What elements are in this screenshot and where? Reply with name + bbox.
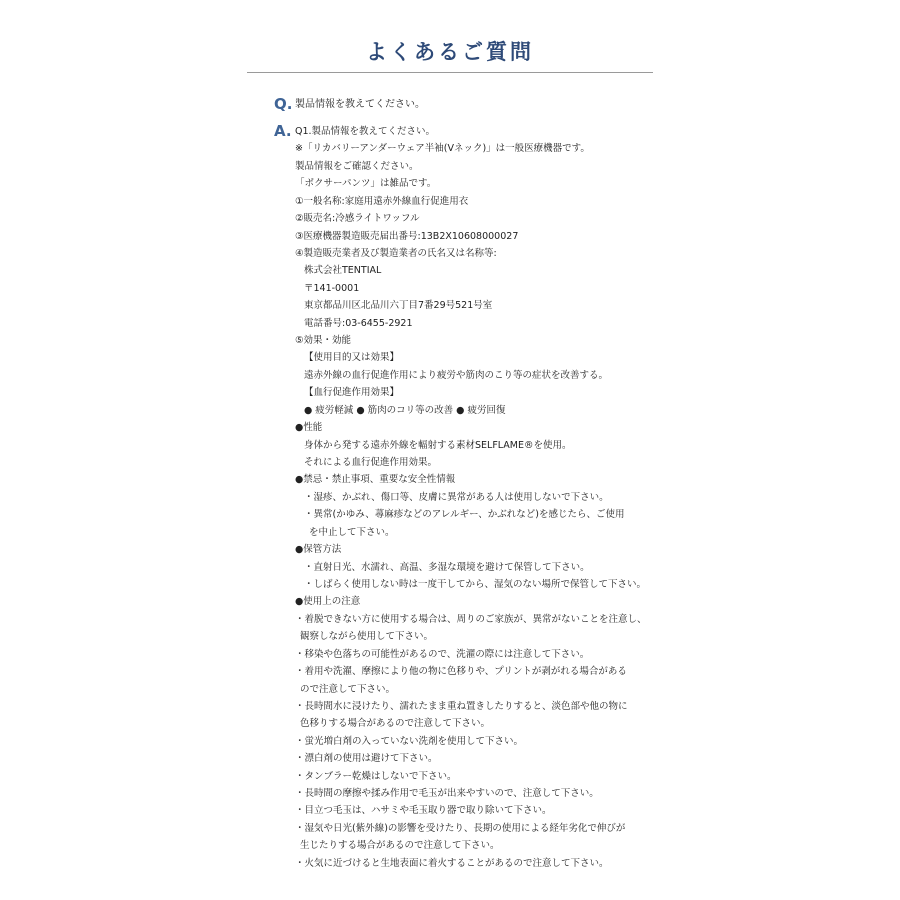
answer-line: それによる血行促進作用効果。: [304, 457, 438, 469]
answer-line: ※「リカバリーアンダーウェア半袖(Vネック)」は一般医療機器です。: [295, 143, 590, 155]
answer-body: [295, 123, 655, 872]
answer-line: ・漂白剤の使用は避けて下さい。: [295, 753, 438, 765]
answer-line: ●禁忌・禁止事項、重要な安全性情報: [295, 474, 456, 486]
answer-line: ③医療機器製造販売届出番号:13B2X10608000027: [295, 230, 519, 242]
answer-line: ①一般名称:家庭用遠赤外線血行促進用衣: [295, 195, 469, 207]
answer-line: 【血行促進作用効果】: [304, 387, 400, 399]
answer-line: ・着脱できない方に使用する場合は、周りのご家族が、異常がないことを注意し、: [295, 613, 647, 625]
answer-line: ・湿気や日光(紫外線)の影響を受けたり、長期の使用による経年劣化で伸びが: [295, 822, 626, 834]
answer-line: 身体から発する遠赤外線を輻射する素材SELFLAME®を使用。: [304, 439, 572, 451]
answer-line: 色移りする場合があるので注意して下さい。: [300, 718, 491, 730]
answer-line: 電話番号:03-6455-2921: [304, 317, 413, 329]
page-title: よくあるご質問: [366, 40, 534, 65]
answer-line: 観察しながら使用して下さい。: [300, 631, 434, 643]
answer-line: ので注意して下さい。: [300, 683, 396, 695]
question-marker: Q.: [274, 95, 293, 113]
answer-line: ・蛍光増白剤の入っていない洗剤を使用して下さい。: [295, 735, 524, 747]
answer-line: ・直射日光、水濡れ、高温、多湿な環境を避けて保管して下さい。: [304, 561, 590, 573]
answer-line: ・着用や洗濯、摩擦により他の物に色移りや、プリントが剥がれる場合がある: [295, 666, 627, 678]
answer-line: を中止して下さい。: [309, 526, 395, 538]
answer-line: 東京都品川区北品川六丁目7番29号521号室: [304, 300, 493, 312]
answer-line: ・目立つ毛玉は、ハサミや毛玉取り器で取り除いて下さい。: [295, 805, 552, 817]
answer-line: ・長時間の摩擦や揉み作用で毛玉が出来やすいので、注意して下さい。: [295, 788, 599, 800]
answer-line: 生じたりする場合があるので注意して下さい。: [300, 840, 500, 852]
question-text: 製品情報を教えてください。: [295, 99, 425, 110]
answer-line: ●性能: [295, 422, 323, 434]
answer-line: ・湿疹、かぶれ、傷口等、皮膚に異常がある人は使用しないで下さい。: [304, 491, 609, 503]
answer-line: 「ボクサーパンツ」は雑品です。: [295, 178, 437, 190]
answer-line: ・しばらく使用しない時は一度干してから、湿気のない場所で保管して下さい。: [304, 578, 647, 590]
answer-line: ●保管方法: [295, 544, 342, 556]
answer-line: 製品情報をご確認ください。: [295, 160, 419, 172]
answer-line: 遠赤外線の血行促進作用により疲労や筋肉のこり等の症状を改善する。: [304, 369, 609, 381]
answer-line: ④製造販売業者及び製造業者の氏名又は名称等:: [295, 247, 497, 259]
answer-line: 【使用目的又は効果】: [304, 352, 400, 364]
answer-line: ・異常(かゆみ、蕁麻疹などのアレルギー、かぶれなど)を感じたら、ご使用: [304, 509, 625, 521]
answer-line: 株式会社TENTIAL: [304, 265, 382, 277]
answer-line: ● 疲労軽減 ● 筋肉のコリ等の改善 ● 疲労回復: [304, 404, 506, 416]
answer-line: ・タンブラー乾燥はしないで下さい。: [295, 770, 457, 782]
answer-line: 〒141-0001: [304, 282, 360, 294]
title-divider: [247, 72, 653, 73]
answer-line: ●使用上の注意: [295, 596, 361, 608]
answer-line: Q1.製品情報を教えてください。: [295, 126, 436, 137]
answer-line: ②販売名:冷感ライトワッフル: [295, 213, 420, 225]
answer-line: ・長時間水に浸けたり、濡れたまま重ね置きしたりすると、淡色部や他の物に: [295, 700, 628, 712]
answer-line: ・火気に近づけると生地表面に着火することがあるので注意して下さい。: [295, 857, 609, 869]
answer-line: ⑤効果・効能: [295, 335, 352, 347]
answer-marker: A.: [274, 122, 292, 140]
answer-line: ・移染や色落ちの可能性があるので、洗濯の際には注意して下さい。: [295, 648, 590, 660]
